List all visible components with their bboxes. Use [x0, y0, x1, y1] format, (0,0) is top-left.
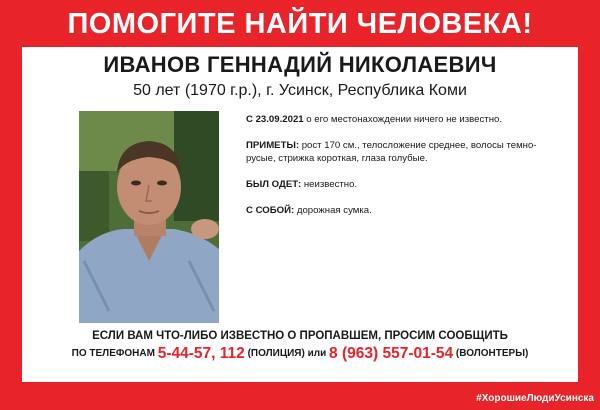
features-text: рост 170 см., телосложение среднее, волосы темно-русые, стрижка короткая, глаза голубые. [246, 140, 537, 164]
last-seen-date: С 23.09.2021 [246, 114, 304, 125]
person-photo [79, 111, 219, 323]
clothes-paragraph [246, 178, 566, 191]
contact-phones [22, 345, 578, 363]
features-label: ПРИМЕТЫ: [246, 140, 300, 151]
details-block [246, 113, 566, 230]
volunteer-label: (ВОЛОНТЕРЫ) [455, 348, 529, 359]
hashtag: #ХорошиеЛюдиУсинска [476, 393, 594, 404]
person-subtitle: 50 лет (1970 г.р.), г. Усинск, Республика Коми [133, 82, 467, 99]
police-phone: 5-44-57, 112 [157, 345, 245, 362]
features-paragraph [246, 139, 566, 165]
volunteer-phone: 8 (963) 557-01-54 [329, 345, 454, 362]
carry-text: дорожная сумка. [296, 205, 372, 216]
clothes-label: БЫЛ ОДЕТ: [246, 179, 302, 190]
contact-request: ЕСЛИ ВАМ ЧТО-ЛИБО ИЗВЕСТНО О ПРОПАВШЕМ, ПРОСИМ СООБЩИТЬ [92, 330, 508, 342]
person-name: ИВАНОВ ГЕННАДИЙ НИКОЛАЕВИЧ [103, 52, 497, 77]
police-label: (ПОЛИЦИЯ) [247, 348, 305, 359]
last-seen-text: о его местонахождении ничего не известно. [306, 114, 502, 125]
carry-label: С СОБОЙ: [246, 205, 295, 216]
or-text: или [307, 348, 327, 359]
carry-paragraph [246, 204, 566, 217]
person-photo-image [79, 111, 219, 323]
last-seen-paragraph [246, 113, 566, 126]
phones-prefix: ПО ТЕЛЕФОНАМ [71, 348, 155, 359]
clothes-text: неизвестно. [303, 179, 358, 190]
poster-card [22, 47, 578, 382]
poster-title: ПОМОГИТЕ НАЙТИ ЧЕЛОВЕКА! [67, 7, 533, 40]
